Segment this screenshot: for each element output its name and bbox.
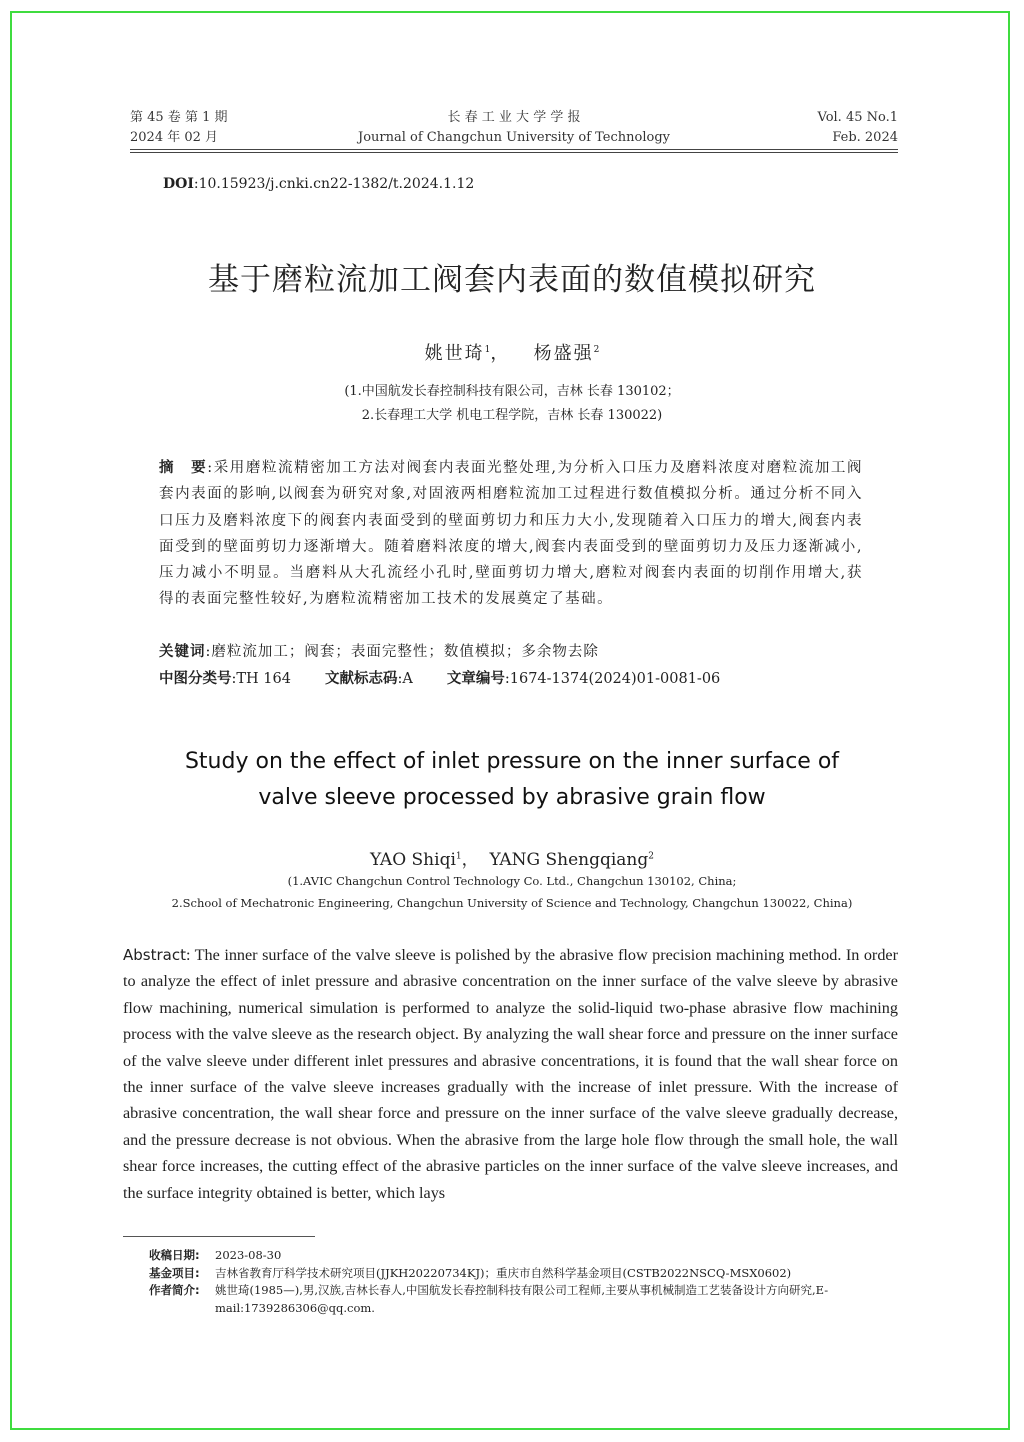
- affiliation-cn-1: (1.中国航发长春控制科技有限公司，吉林 长春 130102；: [344, 384, 680, 399]
- abstract-cn-label: 摘 要: [159, 460, 208, 476]
- author-info-label: 作者简介:: [149, 1283, 200, 1297]
- abstract-en: [123, 942, 898, 1206]
- clc-value: :TH 164: [231, 671, 291, 687]
- footnotes: [149, 1247, 899, 1317]
- author-sep-cn: ，: [490, 343, 511, 364]
- doi-value[interactable]: :10.15923/j.cnki.cn22-1382/t.2024.1.12: [193, 176, 475, 192]
- authors-en: [0, 845, 1024, 870]
- fund-value: 吉林省教育厅科学技术研究项目(JJKH20220734KJ)；重庆市自然科学基金项目(CSTB2022NSCQ-MSX0602): [215, 1265, 792, 1280]
- abstract-cn-text: :采用磨粒流精密加工方法对阀套内表面光整处理,为分析入口压力及磨料浓度对磨粒流加工阀套内表面的影响,以阀套为研究对象,对固液两相磨粒流加工过程进行数值模拟分析。通过分析不同入口压力及磨料浓度下的阀套内表面受到的壁面剪切力和压力大小,发现随着入口压力的增大,阀套内表面受到的壁面剪切力逐渐增大。随着磨料浓度的增大,阀套内表面受到的壁面剪切力及压力逐渐减小,压力减小不明显。当磨料从大孔流经小孔时,壁面剪切力增大,磨粒对阀套内表面的切削作用增大,获得的表面完整性较好,为磨粒流精密加工技术的发展奠定了基础。: [159, 460, 864, 608]
- classification-line: [159, 667, 720, 688]
- header-center: [130, 108, 898, 148]
- article-no-label: 文章编号: [446, 671, 505, 687]
- author-1-en: YAO Shiqi: [370, 850, 456, 870]
- date-en: Feb. 2024: [832, 130, 898, 145]
- header-rule-bottom: [130, 152, 898, 153]
- author-sep-en: ，: [461, 850, 479, 870]
- author-1-cn: 姚世琦: [424, 343, 485, 364]
- author-1-cn-sup: 1: [484, 345, 491, 355]
- author-2-en-sup: 2: [648, 851, 654, 862]
- footnote-author: [149, 1282, 899, 1317]
- received-value: 2023-08-30: [215, 1248, 282, 1262]
- date-cn: 2024 年 02 月: [130, 130, 219, 145]
- doc-code-label: 文献标志码: [325, 671, 398, 687]
- journal-name-en: Journal of Changchun University of Technology: [358, 130, 670, 145]
- footnote-fund: [149, 1265, 899, 1283]
- volume-en: Vol. 45 No.1: [817, 110, 898, 125]
- keywords-cn-text: :磨粒流加工；阀套；表面完整性；数值模拟；多余物去除: [205, 644, 599, 660]
- received-label: 收稿日期:: [149, 1248, 200, 1262]
- title-cn: 基于磨粒流加工阀套内表面的数值模拟研究: [208, 262, 816, 298]
- article-no-value: :1674-1374(2024)01-0081-06: [504, 671, 721, 687]
- doc-code-value: :A: [397, 671, 413, 687]
- fund-label: 基金项目:: [149, 1265, 200, 1280]
- title-en: [0, 744, 1024, 816]
- affiliation-cn-2: 2.长春理工大学 机电工程学院，吉林 长春 130022): [361, 408, 663, 423]
- affiliation-en-2: 2.School of Mechatronic Engineering, Changchun University of Science and Technology, Changchun 130022, China): [171, 896, 853, 910]
- abstract-en-label: Abstract: [123, 946, 186, 964]
- clc-label: 中图分类号: [159, 671, 232, 687]
- abstract-en-text: : The inner surface of the valve sleeve is polished by the abrasive flow precision machining method. In order to analyze the effect of inlet pressure and abrasive concentration on the inner surface of the valve sleeve by abrasive flow machining, numerical simulation is performed to analyze the solid-liquid two-phase abrasive flow machining process with the valve sleeve as the research object. By analyzing the wall shear force and pressure on the inner surface of the valve sleeve under different inlet pressures and abrasive concentrations, it is found that the wall shear force on the inner surface of the valve sleeve increases gradually with the increase of inlet pressure. With the increase of abrasive concentration, the wall shear force and pressure on the inner surface of the valve sleeve gradually decrease, and the pressure decrease is not obvious. When the abrasive from the large hole flow through the small hole, the wall shear force increases, the cutting effect of the abrasive particles on the inner surface of the valve sleeve increases, and the surface integrity obtained is better, which lays: [123, 946, 898, 1202]
- abstract-cn: [159, 455, 863, 613]
- author-2-en: YANG Shengqiang: [489, 850, 649, 870]
- volume-cn: 第 45 卷 第 1 期: [130, 110, 228, 125]
- page-border: [10, 11, 1010, 1430]
- header-right: [818, 108, 899, 148]
- title-en-line-1: Study on the effect of inlet pressure on the inner surface of: [184, 749, 840, 774]
- header-rule-top: [130, 149, 898, 150]
- footnote-received: [149, 1247, 899, 1265]
- doi-label: DOI: [163, 176, 194, 192]
- journal-header: [130, 108, 898, 152]
- title-en-line-2: valve sleeve processed by abrasive grain flow: [258, 785, 766, 810]
- affiliation-en-1: (1.AVIC Changchun Control Technology Co. Ltd., Changchun 130102, China;: [287, 874, 737, 888]
- footnote-rule: [123, 1236, 315, 1237]
- author-info-value: 姚世琦(1985—),男,汉族,吉林长春人,中国航发长春控制科技有限公司工程师,主要从事机械制造工艺装备设计方向研究,E-mail:1739286306@qq.com.: [215, 1283, 829, 1315]
- author-2-cn: 杨盛强: [533, 343, 594, 364]
- author-2-cn-sup: 2: [593, 345, 600, 355]
- keywords-cn-label: 关键词: [159, 644, 206, 660]
- journal-name-cn: 长 春 工 业 大 学 学 报: [447, 110, 581, 125]
- authors-cn: [0, 339, 1024, 365]
- doi-line: [163, 176, 474, 192]
- author-1-en-sup: 1: [455, 851, 462, 862]
- keywords-cn: [159, 640, 599, 661]
